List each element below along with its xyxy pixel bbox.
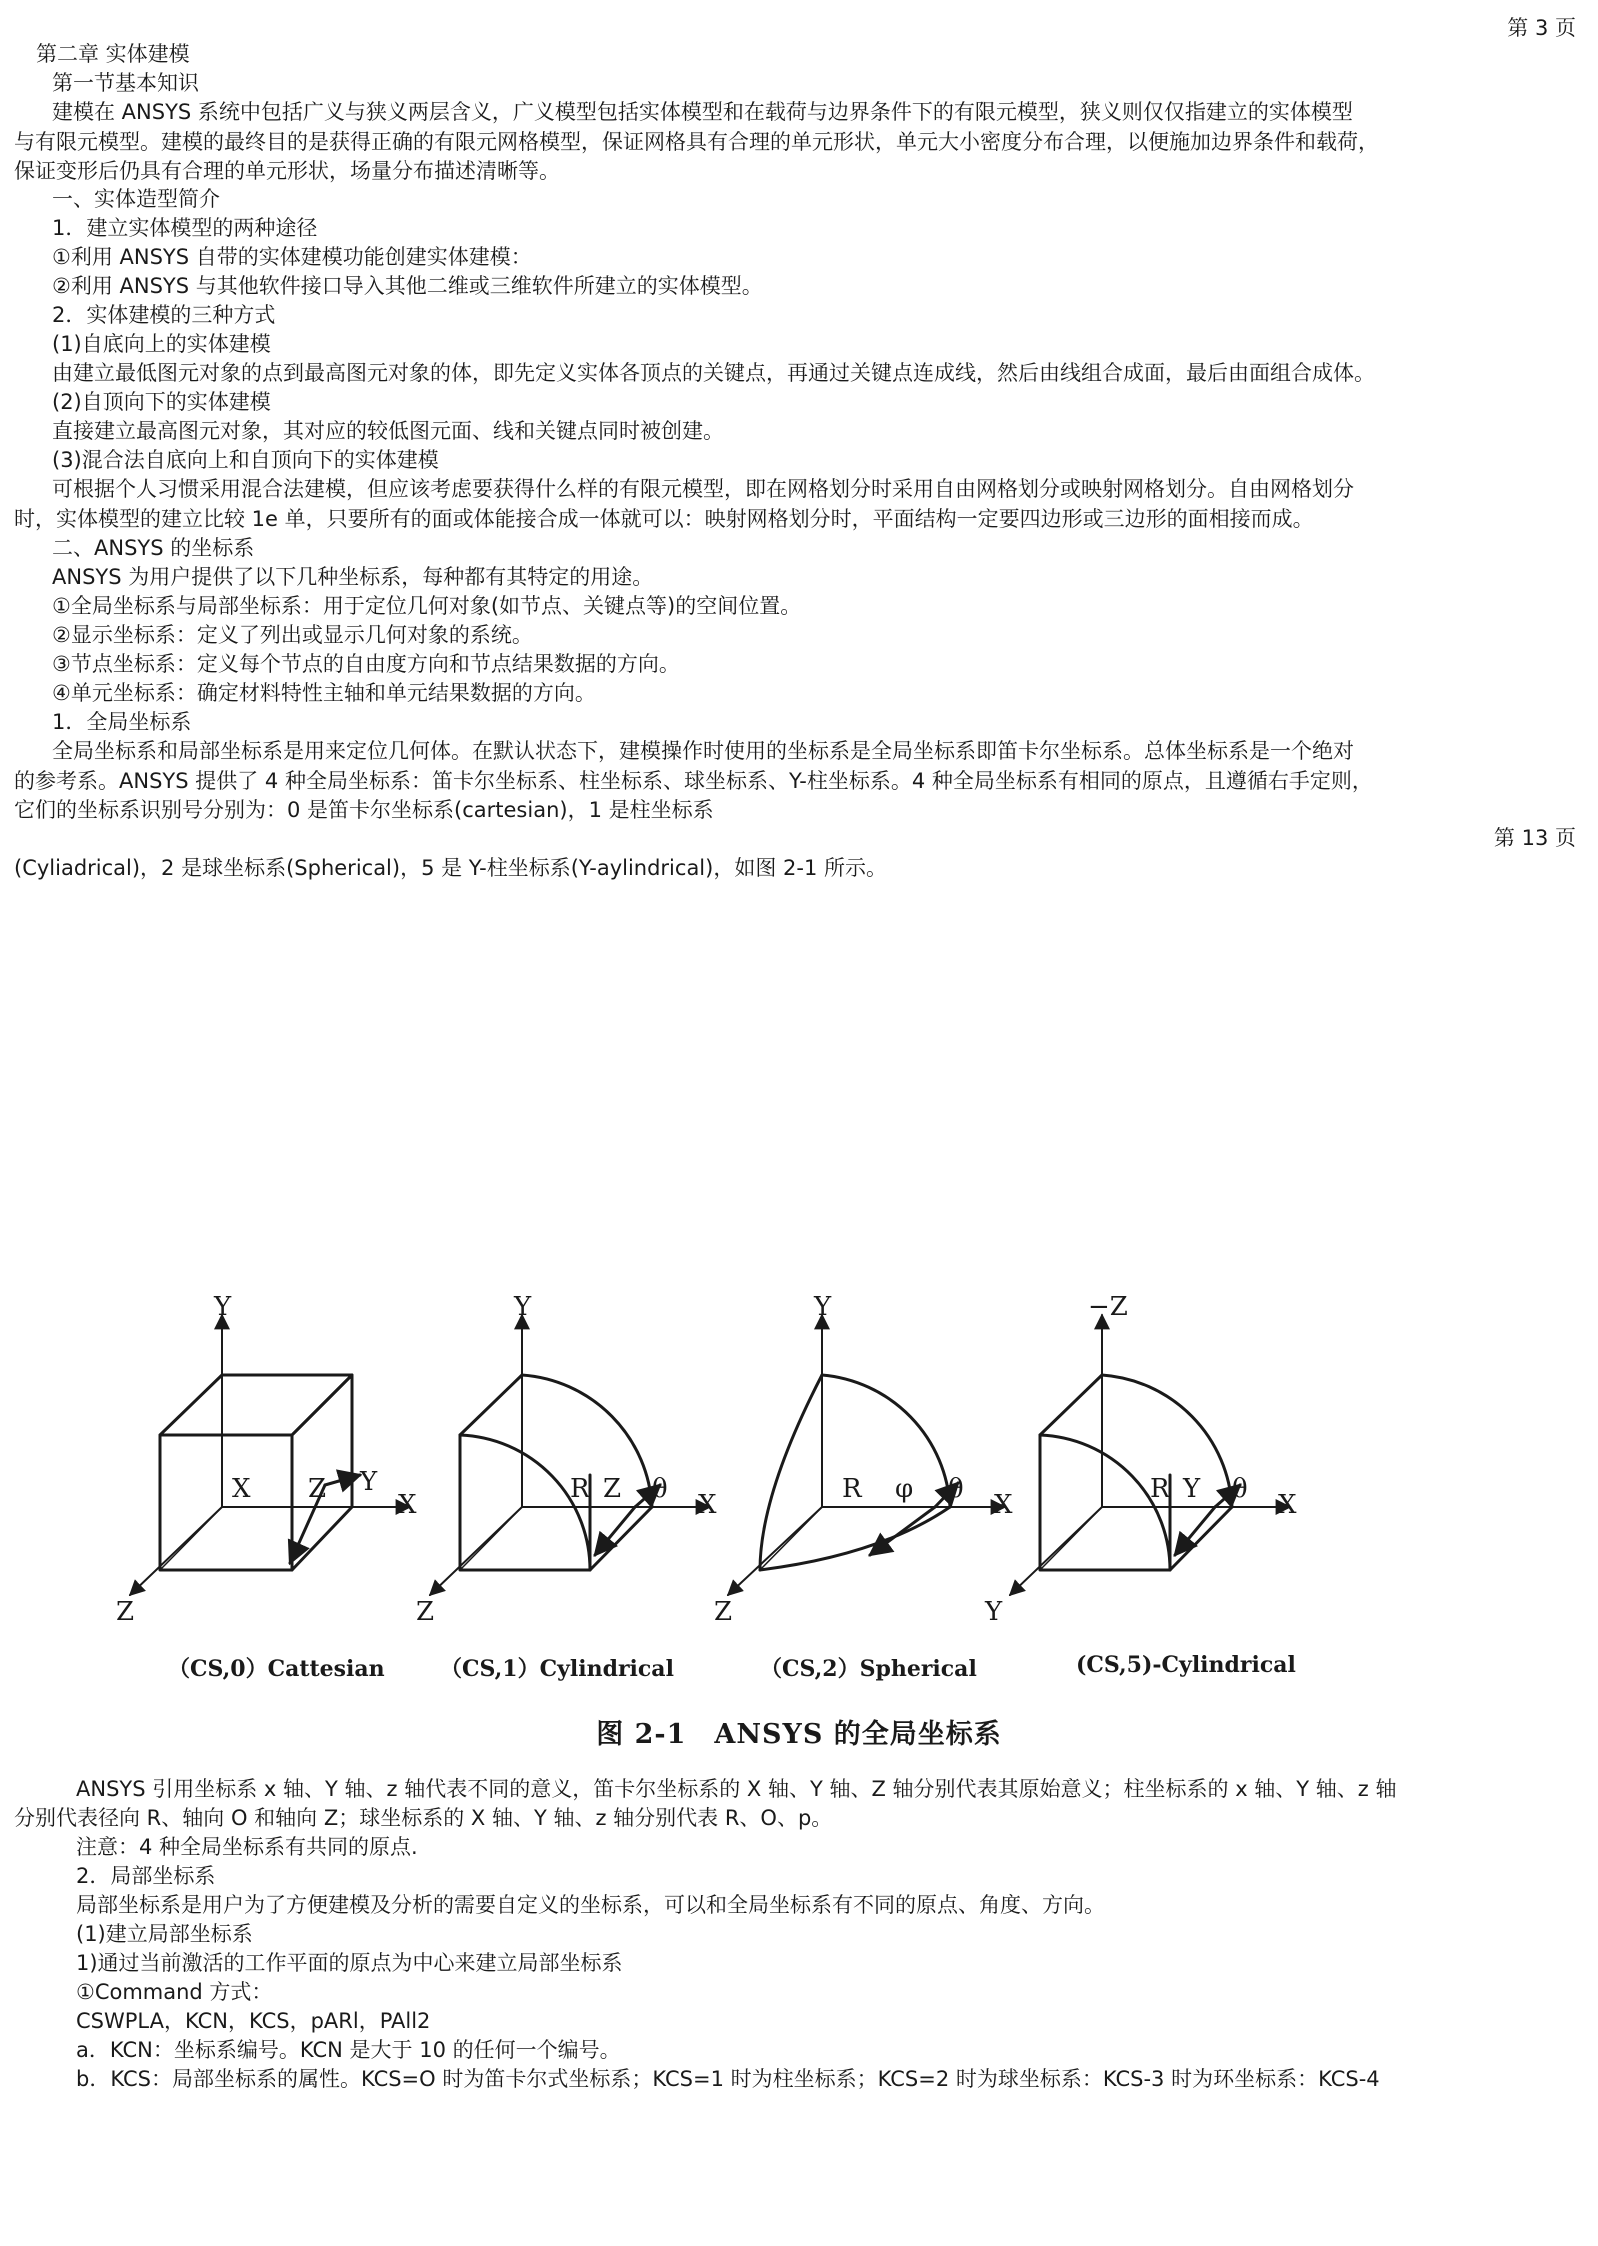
cartesian-cube-diagram (116, 1295, 417, 1627)
svg-text:Y: Y (814, 1295, 832, 1322)
paragraph-line: 保证变形后仍具有合理的单元形状，场量分布描述清晰等。 (14, 159, 560, 183)
section-title: 第一节基本知识 (52, 71, 199, 95)
paragraph-line: 由建立最低图元对象的点到最高图元对象的体，即先定义实体各顶点的关键点，再通过关键点连成线，然后由线组合成面，最后由面组合成体。 (52, 361, 1375, 385)
subheading: 1．全局坐标系 (52, 710, 192, 734)
subheading: 1)通过当前激活的工作平面的原点为中心来建立局部坐标系 (76, 1951, 623, 1975)
svg-text:Z: Z (116, 1597, 135, 1627)
subcaption: （CS,1）Cylindrical (440, 1656, 674, 1682)
svg-text:X: X (698, 1490, 717, 1520)
list-item: b．KCS：局部坐标系的属性。KCS=O 时为笛卡尔式坐标系；KCS=1 时为柱坐标系；KCS=2 时为球坐标系：KCS-3 时为环坐标系：KCS-4 (76, 2067, 1380, 2091)
list-item: ①利用 ANSYS 自带的实体建模功能创建实体建模： (52, 245, 532, 269)
svg-text:Y: Y (360, 1467, 378, 1497)
page-number-top: 第 3 页 (1507, 16, 1576, 40)
subheading: (1)建立局部坐标系 (76, 1922, 253, 1946)
svg-text:Z: Z (714, 1597, 733, 1627)
svg-text:θ: θ (948, 1474, 964, 1504)
method-heading: (2)自顶向下的实体建模 (52, 390, 271, 414)
paragraph-line: 全局坐标系和局部坐标系是用来定位几何体。在默认状态下，建模操作时使用的坐标系是全局坐标系即笛卡尔坐标系。总体坐标系是一个绝对 (52, 739, 1354, 763)
paragraph-line: 可根据个人习惯采用混合法建模，但应该考虑要获得什么样的有限元模型，即在网格划分时采用自由网格划分或映射网格划分。自由网格划分 (52, 477, 1354, 501)
svg-text:φ: φ (895, 1474, 914, 1504)
heading: 一、实体造型简介 (52, 187, 220, 211)
svg-text:Z: Z (416, 1597, 435, 1627)
paragraph-line: ANSYS 为用户提供了以下几种坐标系，每种都有其特定的用途。 (52, 565, 654, 589)
subcaption: (CS,5)-Cylindrical (1076, 1652, 1296, 1678)
subheading: 2．实体建模的三种方式 (52, 303, 276, 327)
list-item: ②利用 ANSYS 与其他软件接口导入其他二维或三维软件所建立的实体模型。 (52, 274, 763, 298)
list-item: a．KCN：坐标系编号。KCN 是大于 10 的任何一个编号。 (76, 2038, 621, 2062)
subheading: 1．建立实体模型的两种途径 (52, 216, 318, 240)
subcaption: （CS,0）Cattesian (168, 1656, 385, 1682)
svg-text:R: R (1150, 1474, 1170, 1504)
figure-caption: 图 2-1 ANSYS 的全局坐标系 (596, 1719, 1002, 1750)
paragraph-line: 直接建立最高图元对象，其对应的较低图元面、线和关键点同时被创建。 (52, 419, 724, 443)
subheading: 2．局部坐标系 (76, 1864, 216, 1888)
page-number-mid: 第 13 页 (1493, 826, 1576, 850)
list-item: ②显示坐标系：定义了列出或显示几何对象的系统。 (52, 623, 533, 647)
svg-text:−Z: −Z (1088, 1295, 1128, 1322)
paragraph-line: 的参考系。ANSYS 提供了 4 种全局坐标系：笛卡尔坐标系、柱坐标系、球坐标系、Y-柱坐标系。4 种全局坐标系有相同的原点，且遵循右手定则， (14, 769, 1373, 793)
svg-text:Y: Y (985, 1597, 1003, 1627)
command-text: CSWPLA，KCN，KCS，pARl，PAll2 (76, 2009, 431, 2033)
cylindrical-diagram (416, 1295, 717, 1627)
method-heading: (1)自底向上的实体建模 (52, 332, 271, 356)
y-cylindrical-diagram (984, 1295, 1297, 1627)
svg-text:θ: θ (652, 1474, 668, 1504)
svg-text:θ: θ (1232, 1474, 1248, 1504)
paragraph-line: 它们的坐标系识别号分别为：0 是笛卡尔坐标系(cartesian)，1 是柱坐标系 (14, 798, 714, 822)
heading: 二、ANSYS 的坐标系 (52, 536, 255, 560)
paragraph-line: 局部坐标系是用户为了方便建模及分析的需要自定义的坐标系，可以和全局坐标系有不同的原点、角度、方向。 (76, 1893, 1105, 1917)
subcaption: （CS,2）Spherical (760, 1656, 977, 1682)
paragraph-line: 与有限元模型。建模的最终目的是获得正确的有限元网格模型，保证网格具有合理的单元形状，单元大小密度分布合理，以便施加边界条件和载荷， (14, 130, 1379, 154)
note: 注意：4 种全局坐标系有共同的原点. (76, 1835, 418, 1859)
svg-text:Z: Z (603, 1474, 622, 1504)
svg-text:Z: Z (308, 1474, 327, 1504)
paragraph-line: ANSYS 引用坐标系 x 轴、Y 轴、z 轴代表不同的意义，笛卡尔坐标系的 X 轴、Y 轴、Z 轴分别代表其原始意义；柱坐标系的 x 轴、Y 轴、z 轴 (76, 1777, 1397, 1801)
svg-text:Y: Y (1183, 1474, 1201, 1504)
svg-text:R: R (842, 1474, 862, 1504)
list-item: ①全局坐标系与局部坐标系：用于定位几何对象(如节点、关键点等)的空间位置。 (52, 594, 802, 618)
svg-text:X: X (398, 1490, 417, 1520)
list-item: ③节点坐标系：定义每个节点的自由度方向和节点结果数据的方向。 (52, 652, 680, 676)
spherical-diagram (714, 1295, 1013, 1627)
chapter-title: 第二章 实体建模 (36, 42, 190, 66)
paragraph-line: 时，实体模型的建立比较 1e 单，只要所有的面或体能接合成一体就可以：映射网格划分时，平面结构一定要四边形或三边形的面相接而成。 (14, 507, 1314, 531)
svg-text:X: X (1278, 1490, 1297, 1520)
figure-coordinate-systems (0, 1295, 1598, 1765)
list-item: ④单元坐标系：确定材料特性主轴和单元结果数据的方向。 (52, 681, 596, 705)
svg-text:R: R (570, 1474, 590, 1504)
paragraph-line: 分别代表径向 R、轴向 O 和轴向 Z；球坐标系的 X 轴、Y 轴、z 轴分别代表 R、O、p。 (14, 1806, 833, 1830)
coordinate-systems-diagram (0, 1295, 1598, 1705)
paragraph-line: (Cyliadrical)，2 是球坐标系(Spherical)，5 是 Y-柱坐标系(Y-aylindrical)，如图 2-1 所示。 (14, 856, 887, 880)
svg-text:X: X (232, 1474, 251, 1504)
method-heading: (3)混合法自底向上和自顶向下的实体建模 (52, 448, 439, 472)
paragraph-line: 建模在 ANSYS 系统中包括广义与狭义两层含义，广义模型包括实体模型和在载荷与边界条件下的有限元模型，狭义则仅仅指建立的实体模型 (52, 100, 1353, 124)
svg-text:X: X (994, 1490, 1013, 1520)
list-item: ①Command 方式： (76, 1980, 273, 2004)
svg-text:Y: Y (214, 1295, 232, 1322)
svg-text:Y: Y (514, 1295, 532, 1322)
